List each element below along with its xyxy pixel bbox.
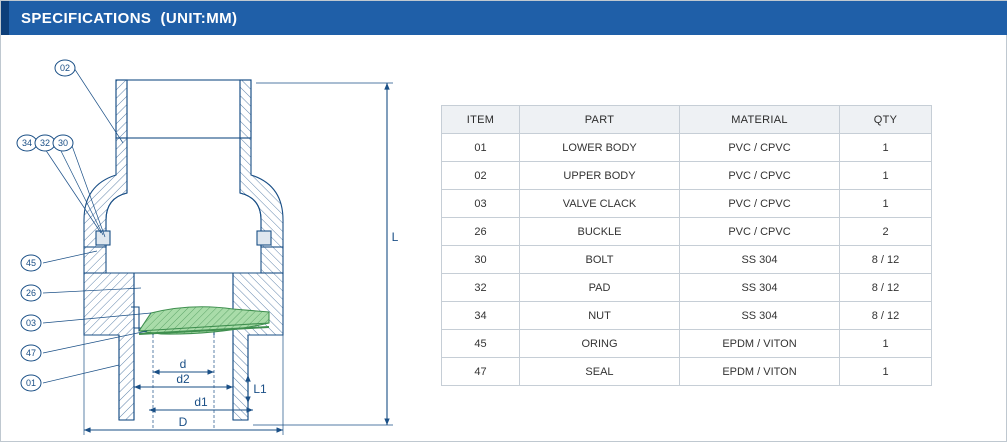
table-header-row — [442, 106, 932, 134]
svg-text:30: 30 — [57, 138, 69, 148]
cell-item: 01 — [442, 134, 520, 162]
dimension-label-d1: d1 — [194, 395, 208, 409]
cell-material: EPDM / VITON — [680, 330, 840, 358]
table-row — [442, 134, 932, 162]
cell-material: SS 304 — [680, 302, 840, 330]
table-row — [442, 358, 932, 386]
cell-part: BUCKLE — [520, 218, 680, 246]
cell-qty: 8 / 12 — [840, 246, 932, 274]
cell-qty: 2 — [840, 218, 932, 246]
dimension-label-d2: d2 — [176, 372, 190, 386]
callout-45 — [21, 255, 41, 271]
cell-item: 26 — [442, 218, 520, 246]
cell-qty: 1 — [840, 134, 932, 162]
cell-qty: 1 — [840, 358, 932, 386]
table-row — [442, 330, 932, 358]
callout-02 — [55, 60, 75, 76]
table-row — [442, 246, 932, 274]
cell-item: 47 — [442, 358, 520, 386]
cell-material: PVC / CPVC — [680, 218, 840, 246]
callout-32 — [35, 135, 55, 151]
cell-material: PVC / CPVC — [680, 162, 840, 190]
cell-material: PVC / CPVC — [680, 190, 840, 218]
cell-item: 30 — [442, 246, 520, 274]
specifications-table — [441, 105, 932, 386]
cell-qty: 1 — [840, 162, 932, 190]
callout-30 — [53, 135, 73, 151]
svg-text:02: 02 — [59, 63, 71, 73]
table-row — [442, 190, 932, 218]
svg-text:03: 03 — [25, 318, 37, 328]
cell-part: SEAL — [520, 358, 680, 386]
cell-part: LOWER BODY — [520, 134, 680, 162]
svg-text:01: 01 — [25, 378, 37, 388]
cell-qty: 1 — [840, 330, 932, 358]
cell-item: 45 — [442, 330, 520, 358]
column-header-material: MATERIAL — [680, 106, 840, 134]
callout-03 — [21, 315, 41, 331]
cell-qty: 1 — [840, 190, 932, 218]
table-row — [442, 162, 932, 190]
cell-qty: 8 / 12 — [840, 302, 932, 330]
column-header-qty: QTY — [840, 106, 932, 134]
callout-26 — [21, 285, 41, 301]
callout-34 — [17, 135, 37, 151]
dimension-label-L1: L1 — [253, 382, 267, 396]
dimension-label-D: D — [178, 415, 188, 429]
cell-part: PAD — [520, 274, 680, 302]
cell-part: BOLT — [520, 246, 680, 274]
cell-material: SS 304 — [680, 274, 840, 302]
cell-part: NUT — [520, 302, 680, 330]
svg-text:34: 34 — [21, 138, 33, 148]
cell-item: 32 — [442, 274, 520, 302]
svg-text:47: 47 — [25, 348, 37, 358]
column-header-part: PART — [520, 106, 680, 134]
cell-material: PVC / CPVC — [680, 134, 840, 162]
table-row — [442, 274, 932, 302]
valve-cross-section-drawing — [1, 35, 431, 441]
header-bar — [1, 1, 1007, 35]
cell-part: VALVE CLACK — [520, 190, 680, 218]
cell-part: UPPER BODY — [520, 162, 680, 190]
page-title: SPECIFICATIONS (UNIT:MM) — [21, 9, 238, 27]
header-accent-block — [1, 1, 9, 35]
column-header-item: ITEM — [442, 106, 520, 134]
table-row — [442, 302, 932, 330]
cell-material: SS 304 — [680, 246, 840, 274]
dimension-label-L: L — [391, 230, 399, 244]
callout-01 — [21, 375, 41, 391]
table-row — [442, 218, 932, 246]
callout-47 — [21, 345, 41, 361]
svg-text:45: 45 — [25, 258, 37, 268]
dimension-label-d: d — [179, 357, 187, 371]
svg-text:32: 32 — [39, 138, 51, 148]
cell-qty: 8 / 12 — [840, 274, 932, 302]
cell-material: EPDM / VITON — [680, 358, 840, 386]
cell-item: 02 — [442, 162, 520, 190]
cell-item: 03 — [442, 190, 520, 218]
cell-item: 34 — [442, 302, 520, 330]
svg-text:26: 26 — [25, 288, 37, 298]
cell-part: ORING — [520, 330, 680, 358]
